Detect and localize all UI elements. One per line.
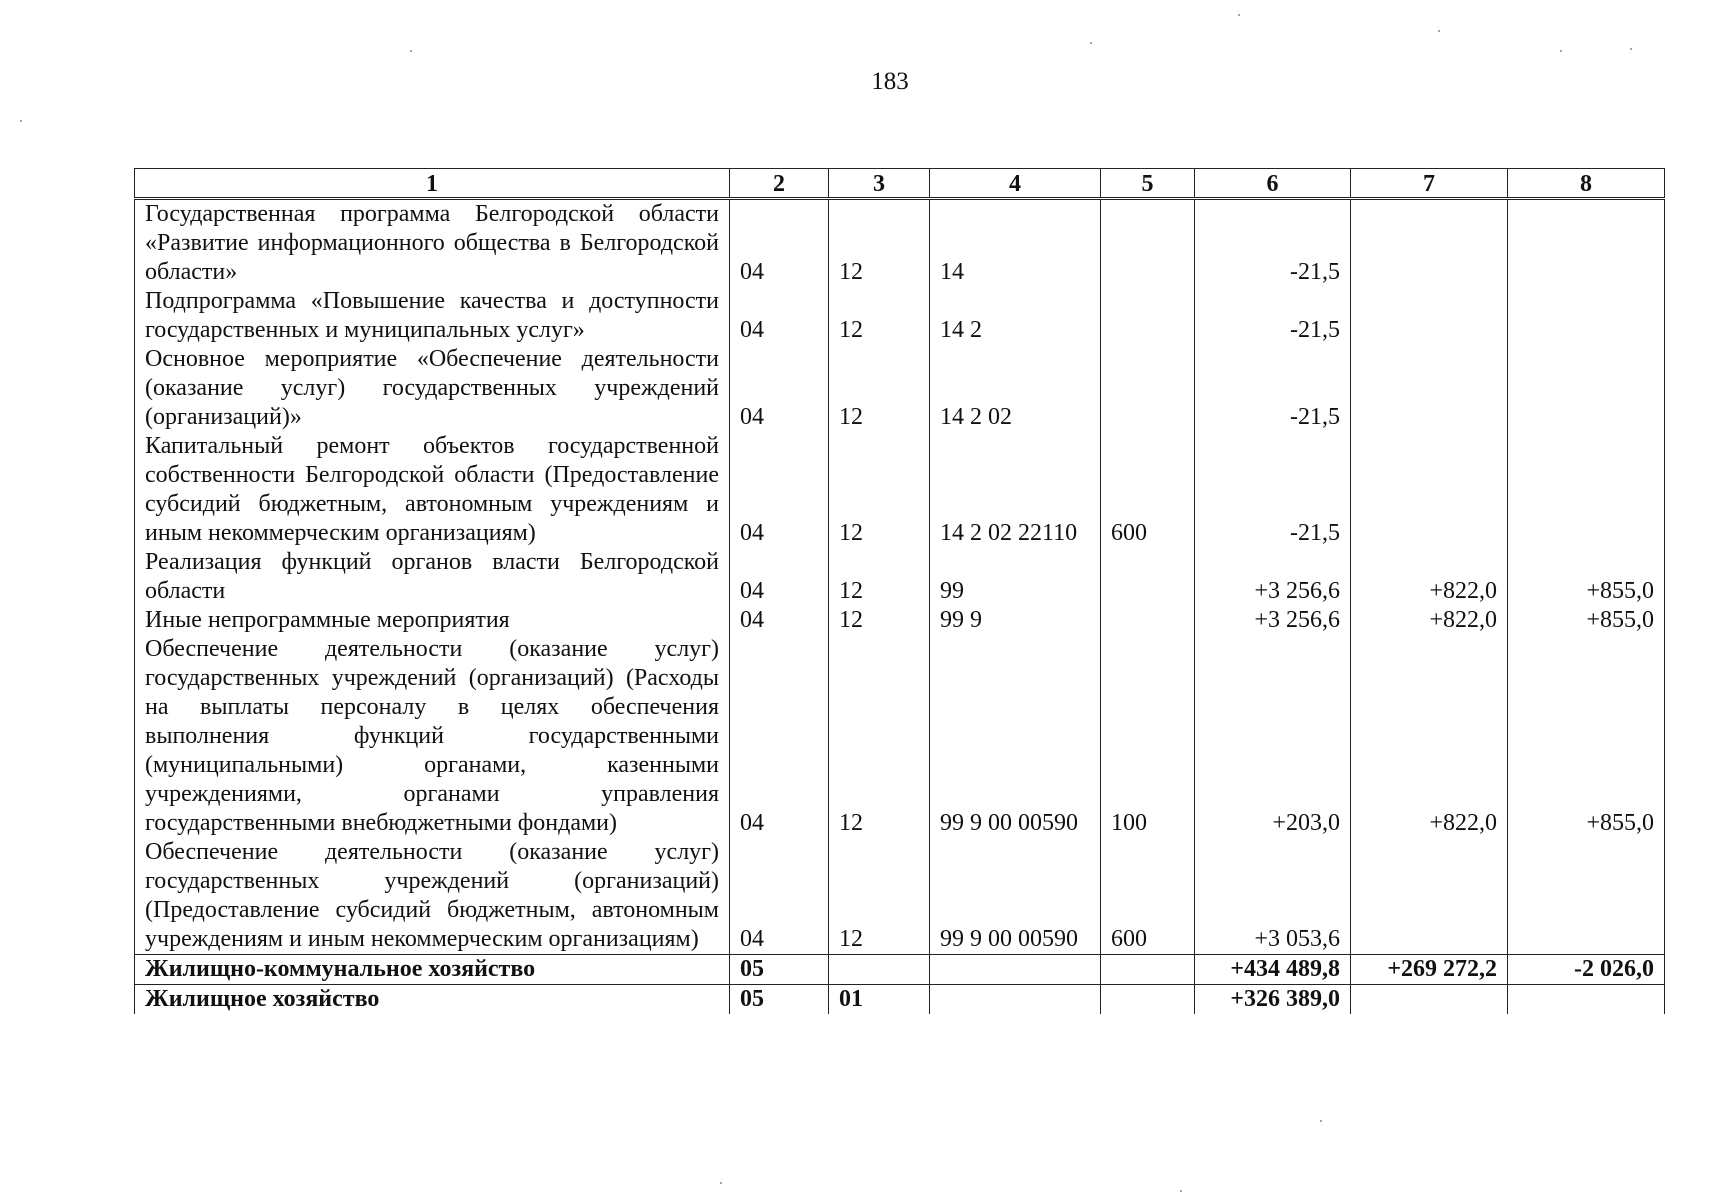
amount-col-6: +203,0 bbox=[1195, 635, 1351, 838]
scan-speck bbox=[1630, 48, 1632, 50]
amount-col-8 bbox=[1508, 199, 1665, 288]
target-article-code: 14 2 02 22110 bbox=[930, 432, 1101, 548]
amount-col-7: +822,0 bbox=[1351, 606, 1508, 635]
expense-type-code: 100 bbox=[1101, 635, 1195, 838]
row-description: Обеспечение деятельности (оказание услуг) государственных учреждений (организаций) (Расходы на выплаты персоналу в целях обеспечения выполнения функций государственными (муниципальными) органами, казенными учреждениями, органами управления государственными внебюджетными фондами) bbox=[135, 635, 730, 838]
scan-speck bbox=[1238, 14, 1240, 16]
section-code: 04 bbox=[730, 199, 829, 288]
table-row bbox=[135, 199, 1665, 288]
header-row bbox=[135, 169, 1665, 199]
amount-col-7 bbox=[1351, 838, 1508, 955]
target-article-code: 14 2 bbox=[930, 287, 1101, 345]
table-row bbox=[135, 606, 1665, 635]
scan-speck bbox=[1320, 1120, 1322, 1122]
row-description: Жилищное хозяйство bbox=[135, 985, 730, 1015]
scan-speck bbox=[720, 1182, 722, 1184]
table-row bbox=[135, 985, 1665, 1015]
amount-col-7: +269 272,2 bbox=[1351, 955, 1508, 985]
target-article-code: 99 9 00 00590 bbox=[930, 635, 1101, 838]
scan-speck bbox=[410, 50, 412, 52]
section-code: 04 bbox=[730, 548, 829, 606]
table-row bbox=[135, 955, 1665, 985]
target-article-code: 14 2 02 bbox=[930, 345, 1101, 432]
row-description: Государственная программа Белгородской области «Развитие информационного общества в Белгородской области» bbox=[135, 199, 730, 288]
table-row bbox=[135, 838, 1665, 955]
subsection-code: 12 bbox=[829, 838, 930, 955]
column-header: 4 bbox=[930, 169, 1101, 199]
section-code: 05 bbox=[730, 955, 829, 985]
subsection-code: 12 bbox=[829, 199, 930, 288]
row-description: Реализация функций органов власти Белгородской области bbox=[135, 548, 730, 606]
table-row bbox=[135, 635, 1665, 838]
column-header: 7 bbox=[1351, 169, 1508, 199]
row-description: Обеспечение деятельности (оказание услуг) государственных учреждений (организаций) (Предоставление субсидий бюджетным, автономным учреждениям и иным некоммерческим организациям) bbox=[135, 838, 730, 955]
target-article-code: 99 bbox=[930, 548, 1101, 606]
amount-col-8 bbox=[1508, 985, 1665, 1015]
amount-col-8 bbox=[1508, 287, 1665, 345]
scan-speck bbox=[1180, 1190, 1182, 1192]
section-code: 04 bbox=[730, 838, 829, 955]
amount-col-6: +434 489,8 bbox=[1195, 955, 1351, 985]
amount-col-6: -21,5 bbox=[1195, 287, 1351, 345]
table-row bbox=[135, 345, 1665, 432]
column-header: 2 bbox=[730, 169, 829, 199]
amount-col-8 bbox=[1508, 432, 1665, 548]
table-row bbox=[135, 287, 1665, 345]
expense-type-code bbox=[1101, 199, 1195, 288]
amount-col-8: +855,0 bbox=[1508, 635, 1665, 838]
amount-col-7 bbox=[1351, 985, 1508, 1015]
amount-col-8 bbox=[1508, 838, 1665, 955]
amount-col-8: +855,0 bbox=[1508, 606, 1665, 635]
subsection-code: 12 bbox=[829, 345, 930, 432]
expense-type-code: 600 bbox=[1101, 838, 1195, 955]
expense-type-code bbox=[1101, 985, 1195, 1015]
amount-col-6: +326 389,0 bbox=[1195, 985, 1351, 1015]
amount-col-7: +822,0 bbox=[1351, 548, 1508, 606]
expense-type-code bbox=[1101, 955, 1195, 985]
amount-col-6: +3 053,6 bbox=[1195, 838, 1351, 955]
table-row bbox=[135, 432, 1665, 548]
scan-speck bbox=[1560, 50, 1562, 52]
scan-speck bbox=[1438, 30, 1440, 32]
subsection-code: 12 bbox=[829, 635, 930, 838]
scan-speck bbox=[1090, 42, 1092, 44]
table-body bbox=[135, 199, 1665, 1015]
subsection-code: 12 bbox=[829, 606, 930, 635]
expense-type-code bbox=[1101, 345, 1195, 432]
target-article-code: 14 bbox=[930, 199, 1101, 288]
section-code: 05 bbox=[730, 985, 829, 1015]
target-article-code: 99 9 bbox=[930, 606, 1101, 635]
column-header: 1 bbox=[135, 169, 730, 199]
amount-col-7 bbox=[1351, 199, 1508, 288]
subsection-code bbox=[829, 955, 930, 985]
budget-table bbox=[134, 168, 1665, 1014]
section-code: 04 bbox=[730, 287, 829, 345]
expense-type-code: 600 bbox=[1101, 432, 1195, 548]
section-code: 04 bbox=[730, 345, 829, 432]
target-article-code bbox=[930, 955, 1101, 985]
amount-col-6: -21,5 bbox=[1195, 432, 1351, 548]
column-header: 3 bbox=[829, 169, 930, 199]
amount-col-6: -21,5 bbox=[1195, 199, 1351, 288]
section-code: 04 bbox=[730, 432, 829, 548]
row-description: Подпрограмма «Повышение качества и доступности государственных и муниципальных услуг» bbox=[135, 287, 730, 345]
section-code: 04 bbox=[730, 635, 829, 838]
amount-col-7: +822,0 bbox=[1351, 635, 1508, 838]
table-row bbox=[135, 548, 1665, 606]
row-description: Капитальный ремонт объектов государственной собственности Белгородской области (Предоставление субсидий бюджетным, автономным учреждениям и иным некоммерческим организациям) bbox=[135, 432, 730, 548]
expense-type-code bbox=[1101, 548, 1195, 606]
target-article-code bbox=[930, 985, 1101, 1015]
subsection-code: 12 bbox=[829, 287, 930, 345]
column-header: 8 bbox=[1508, 169, 1665, 199]
row-description: Основное мероприятие «Обеспечение деятельности (оказание услуг) государственных учреждений (организаций)» bbox=[135, 345, 730, 432]
amount-col-6: +3 256,6 bbox=[1195, 606, 1351, 635]
amount-col-6: +3 256,6 bbox=[1195, 548, 1351, 606]
column-header: 5 bbox=[1101, 169, 1195, 199]
amount-col-8: +855,0 bbox=[1508, 548, 1665, 606]
amount-col-7 bbox=[1351, 432, 1508, 548]
subsection-code: 12 bbox=[829, 548, 930, 606]
page-number: 183 bbox=[871, 68, 909, 95]
target-article-code: 99 9 00 00590 bbox=[930, 838, 1101, 955]
row-description: Иные непрограммные мероприятия bbox=[135, 606, 730, 635]
amount-col-8 bbox=[1508, 345, 1665, 432]
section-code: 04 bbox=[730, 606, 829, 635]
amount-col-6: -21,5 bbox=[1195, 345, 1351, 432]
amount-col-7 bbox=[1351, 287, 1508, 345]
expense-type-code bbox=[1101, 606, 1195, 635]
row-description: Жилищно-коммунальное хозяйство bbox=[135, 955, 730, 985]
subsection-code: 01 bbox=[829, 985, 930, 1015]
subsection-code: 12 bbox=[829, 432, 930, 548]
expense-type-code bbox=[1101, 287, 1195, 345]
amount-col-8: -2 026,0 bbox=[1508, 955, 1665, 985]
amount-col-7 bbox=[1351, 345, 1508, 432]
scan-speck bbox=[20, 120, 22, 122]
column-header: 6 bbox=[1195, 169, 1351, 199]
